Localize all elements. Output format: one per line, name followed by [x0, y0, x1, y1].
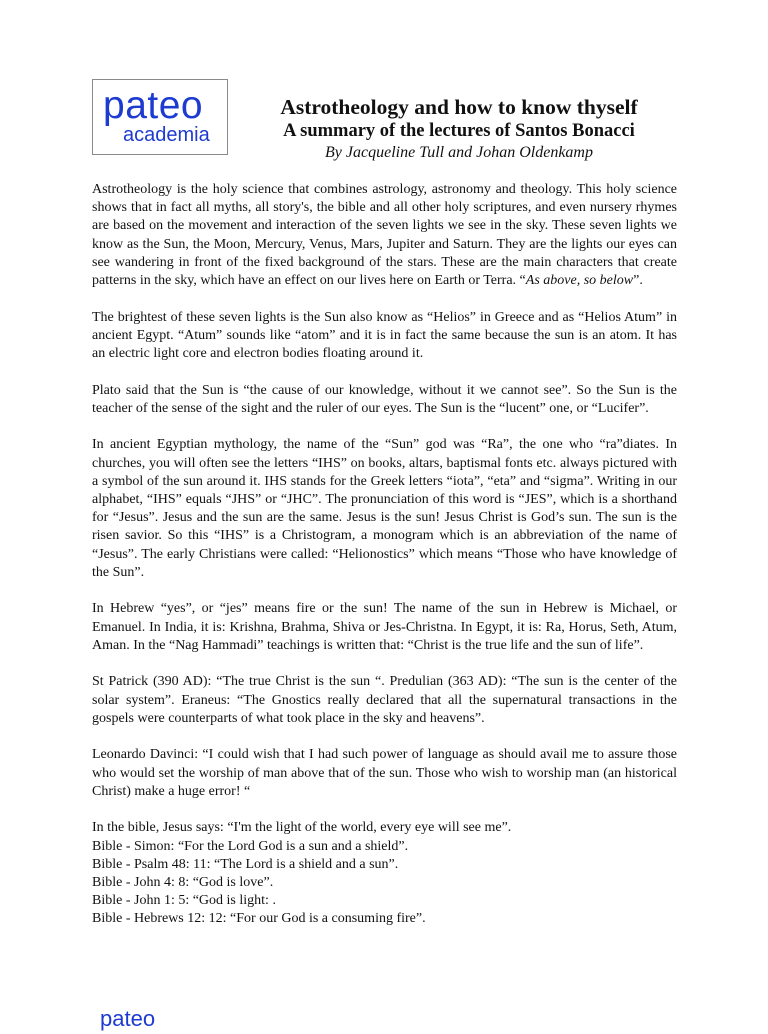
bible-quote: Bible - Simon: “For the Lord God is a sun and a shield”.	[92, 838, 409, 854]
as-above-quote: As above, so below	[525, 273, 634, 289]
paragraph-plato: Plato said that the Sun is “the cause of our knowledge, without it we cannot see”. So the Sun is the teacher of the sense of the sight and the ruler of our eyes. The Sun is the “lucent” one, or “Lucifer”.	[92, 382, 677, 416]
footer-logo-text: pateo	[100, 1006, 156, 1031]
bible-quote: Bible - Hebrews 12: 12: “For our God is a consuming fire”.	[92, 911, 426, 927]
bible-quote: In the bible, Jesus says: “I'm the light of the world, every eye will see me”.	[92, 820, 512, 836]
paragraph-astrotheology-text: Astrotheology is the holy science that combines astrology, astronomy and theology. This holy science shows that in fact all myths, all story's, the bible and all other holy scriptures, and even nursery rhymes are based on the movement and interaction of the seven lights we see in the sky. These seven lights we know as the Sun, the Moon, Mercury, Venus, Mars, Jupiter and Saturn. They are the lights our eyes can see wandering in front of the fixed background of the stars. These are the main characters that create patterns in the sky, which have an effect on our lives here on Earth or Terra. “	[92, 182, 677, 289]
paragraph-hebrew: In Hebrew “yes”, or “jes” means fire or the sun! The name of the sun in Hebrew is Michael, or Emanuel. In India, it is: Krishna, Brahma, Shiva or Jes-Christna. In Egypt, it is: Ra, Horus, Seth, Atum, Aman. In the “Nag Hammadi” teachings is written that: “Christ is the true life and the sun of life”.	[92, 601, 677, 653]
bible-quote: Bible - John 1: 5: “God is light: .	[92, 893, 276, 909]
logo-main-text: pateo	[103, 84, 204, 127]
document-header	[234, 94, 684, 164]
paragraph-st-patrick: St Patrick (390 AD): “The true Christ is the sun “. Predulian (363 AD): “The sun is the center of the solar system”. Eraneus: “The Gnostics really declared that all the supernatural transactions in the gospels were counterparts of what took place in the sky and heavens”.	[92, 674, 677, 726]
document-body	[92, 181, 677, 929]
paragraph-helios: The brightest of these seven lights is the Sun also know as “Helios” in Greece and as “Helios Atum” in ancient Egypt. “Atum” sounds like “atom” and it is in fact the same because the sun is an atom. It has an electric light core and electron bodies floating around it.	[92, 309, 677, 362]
bible-quotes-list	[92, 819, 677, 928]
pateo-academia-logo	[92, 79, 228, 155]
logo-sub-text: academia	[123, 124, 210, 146]
paragraph-egyptian-mythology: In ancient Egyptian mythology, the name of the “Sun” god was “Ra”, the one who “ra”diates. In churches, you will often see the letters “IHS” on books, altars, baptismal fonts etc. always pictured with a symbol of the sun around it. IHS stands for the Greek letters “iota”, “eta” and “sigma”. Writing in our alphabet, “IHS” equals “JHS” or “JHC”. The pronunciation of this word is “JES”, which is a shorthand for “Jesus”. Jesus and the sun are the same. Jesus is the sun! Jesus Christ is God’s sun. The sun is the risen savior. So this “IHS” is a Christogram, a monogram which is an abbreviation of the name of “Jesus”. The early Christians were called: “Helionostics” which means “Those who have knowledge of the Sun”.	[92, 437, 677, 580]
paragraph-astrotheology-end: ”.	[633, 273, 643, 289]
document-title: Astrotheology and how to know thyself	[280, 95, 638, 119]
document-subtitle: A summary of the lectures of Santos Bonacci	[283, 121, 635, 141]
bible-quote: Bible - John 4: 8: “God is love”.	[92, 875, 274, 891]
document-authors: By Jacqueline Tull and Johan Oldenkamp	[325, 144, 593, 161]
paragraph-davinci: Leonardo Davinci: “I could wish that I had such power of language as should avail me to assure those who would set the worship of man above that of the sun. Those who wish to worship man (an historical Christ) make a huge error! “	[92, 747, 677, 799]
bible-quote: Bible - Psalm 48: 11: “The Lord is a shield and a sun”.	[92, 856, 399, 872]
paragraph-astrotheology	[92, 181, 677, 290]
footer-logo	[92, 994, 184, 1034]
